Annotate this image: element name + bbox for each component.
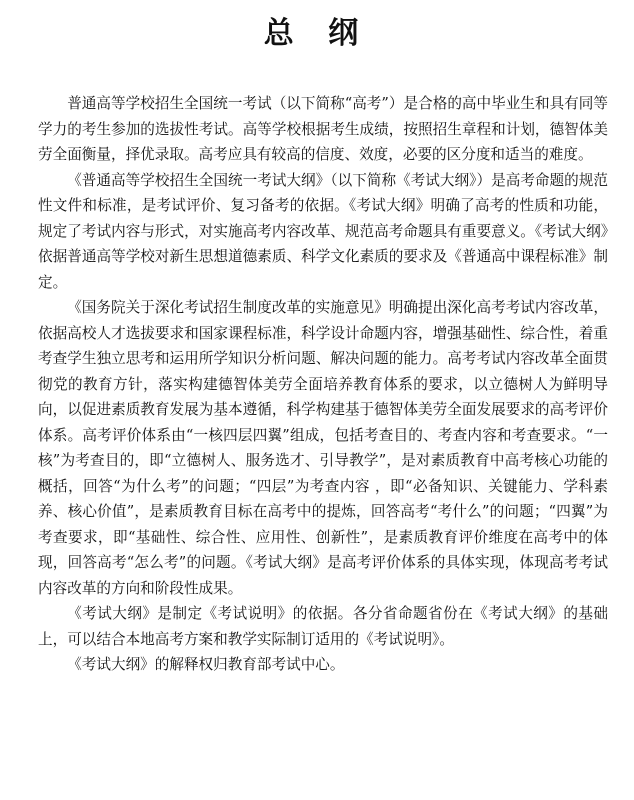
paragraph-5: 《考试大纲》的解释权归教育部考试中心。 — [67, 656, 345, 673]
paragraph-3: 《国务院关于深化考试招生制度改革的实施意见》明确提出深化高考考试内容改革，依据高校人才选拔要求和国家课程标准，科学设计命题内容，增强基础性、综合性，着重考查学生独立思考和运用所学知识分析问题、解决问题的能力。高考考试内容改革全面贯彻党的教育方针，落实构建德智体美劳全面培养教育体系的要求，以立德树人为鲜明导向，以促进素质教育发展为基本遵循，科学构建基于德智体美劳全面发展要求的高考评价体系。高考评价体系由“一核四层四翼”组成，包括考查目的、考查内容和考查要求。“一核”为考查目的，即“立德树人、服务选才、引导教学”，是对素质教育中高考核心功能的概括，回答“为什么考”的问题；“四层”为考查内容 ，即“必备知识、关键能力、学科素养、核心价值”，是素质教育目标在高考中的提炼，回答高考“考什么”的问题；“四翼”为考查要求，即“基础性、综合性、应用性、创新性”，是素质教育评价维度在高考中的体现，回答高考“怎么考”的问题。《考试大纲》是高考评价体系的具体实现，体现高考考试内容改革的方向和阶段性成果。 — [38, 299, 608, 597]
paragraph-2: 《普通高等学校招生全国统一考试大纲》（以下简称《考试大纲》）是高考命题的规范性文件和标准，是考试评价、复习备考的依据。《考试大纲》明确了高考的性质和功能，规定了考试内容与形式，对实施高考内容改革、规范高考命题具有重要意义。《考试大纲》依据普通高等学校对新生思想道德素质、科学文化素质的要求及《普通高中课程标准》制定。 — [38, 171, 608, 291]
document-title: 总 纲 — [263, 16, 371, 51]
paragraph-1: 普通高等学校招生全国统一考试（以下简称“高考”）是合格的高中毕业生和具有同等学力的考生参加的选拔性考试。高等学校根据考生成绩，按照招生章程和计划，德智体美劳全面衡量，择优录取。高考应具有较高的信度、效度，必要的区分度和适当的难度。 — [38, 95, 608, 163]
paragraph-4: 《考试大纲》是制定《考试说明》的依据。各分省命题省份在《考试大纲》的基础上，可以结合本地高考方案和教学实际制订适用的《考试说明》。 — [38, 605, 608, 648]
document-body — [38, 91, 608, 678]
